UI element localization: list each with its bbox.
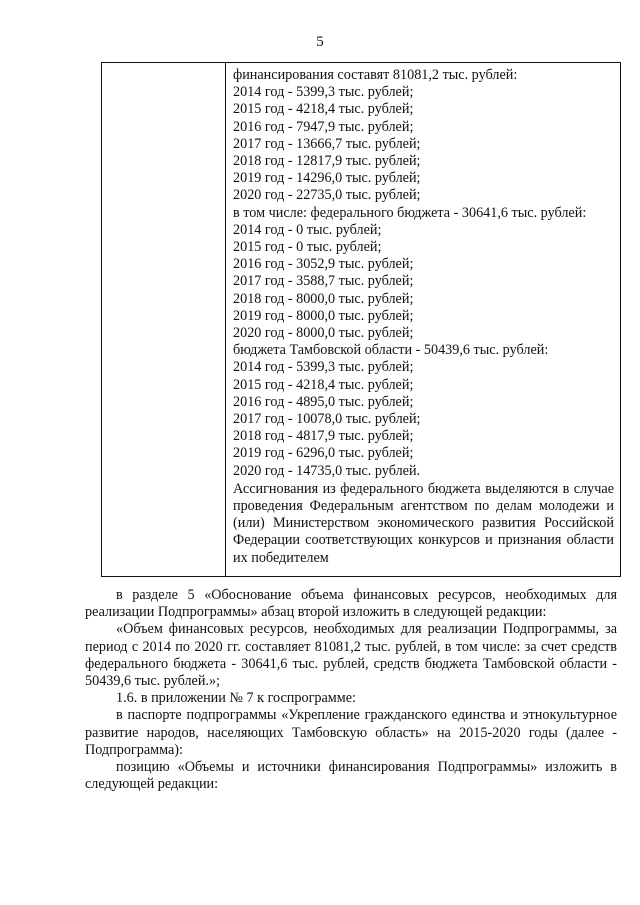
document-body	[85, 587, 617, 793]
table-line: 2017 год - 10078,0 тыс. рублей;	[233, 411, 421, 428]
table-value-cell	[233, 67, 614, 567]
paragraph-financing-volume: «Объем финансовых ресурсов, необходимых для реализации Подпрограммы, за период с 2014 по 2020 гг. составляет 81081,2 тыс. рублей, в том числе: за счет средств федерального бюджета - 30641,6 тыс. рублей, средств бюджета Тамбовской области - 50439,6 тыс. рублей.»;	[85, 621, 617, 690]
table-line: 2019 год - 6296,0 тыс. рублей;	[233, 445, 414, 462]
table-line: 2016 год - 3052,9 тыс. рублей;	[233, 256, 414, 273]
paragraph-subprogram-passport: в паспорте подпрограммы «Укрепление гражданского единства и этнокультурное развитие народов, населяющих Тамбовскую область» на 2015-2020 годы (далее - Подпрограмма):	[85, 707, 617, 758]
table-line: 2018 год - 8000,0 тыс. рублей;	[233, 290, 414, 307]
table-line: 2014 год - 5399,3 тыс. рублей;	[233, 359, 414, 376]
table-line: 2014 год - 5399,3 тыс. рублей;	[233, 84, 414, 101]
table-line: 2018 год - 12817,9 тыс. рублей;	[233, 153, 421, 170]
table-line: 2020 год - 8000,0 тыс. рублей;	[233, 325, 414, 342]
paragraph-section-5: в разделе 5 «Обоснование объема финансовых ресурсов, необходимых для реализации Подпрограммы» абзац второй изложить в следующей редакции:	[85, 587, 617, 621]
page-number: 5	[316, 34, 324, 50]
table-line: 2016 год - 7947,9 тыс. рублей;	[233, 118, 414, 135]
table-line: 2016 год - 4895,0 тыс. рублей;	[233, 393, 414, 410]
table-line: финансирования составят 81081,2 тыс. рублей:	[233, 67, 518, 83]
table-note: Ассигнования из федерального бюджета выделяются в случае проведения Федеральным агентством по делам молодежи и (или) Министерством экономического развития Российской Федерации соответствующих конкурсов и признания области их победителем	[233, 480, 614, 566]
table-line: в том числе: федерального бюджета - 30641,6 тыс. рублей:	[233, 204, 587, 221]
table-line: 2020 год - 14735,0 тыс. рублей.	[233, 462, 421, 479]
table-line: 2020 год - 22735,0 тыс. рублей;	[233, 187, 421, 204]
table-line: 2019 год - 14296,0 тыс. рублей;	[233, 170, 421, 187]
table-line: 2017 год - 3588,7 тыс. рублей;	[233, 273, 414, 290]
table-line: 2015 год - 4218,4 тыс. рублей;	[233, 101, 414, 118]
table-line: 2015 год - 4218,4 тыс. рублей;	[233, 376, 414, 393]
table-line: 2019 год - 8000,0 тыс. рублей;	[233, 307, 414, 324]
table-label-cell	[102, 63, 226, 576]
table-line: 2014 год - 0 тыс. рублей;	[233, 221, 382, 238]
paragraph-position-sources: позицию «Объемы и источники финансирования Подпрограммы» изложить в следующей редакции:	[85, 759, 617, 793]
table-line: бюджета Тамбовской области - 50439,6 тыс. рублей:	[233, 342, 549, 359]
table-line: 2018 год - 4817,9 тыс. рублей;	[233, 428, 414, 445]
financing-table	[101, 62, 621, 577]
table-line: 2017 год - 13666,7 тыс. рублей;	[233, 135, 421, 152]
paragraph-appendix-7: 1.6. в приложении № 7 к госпрограмме:	[116, 690, 356, 707]
table-line: 2015 год - 0 тыс. рублей;	[233, 239, 382, 256]
